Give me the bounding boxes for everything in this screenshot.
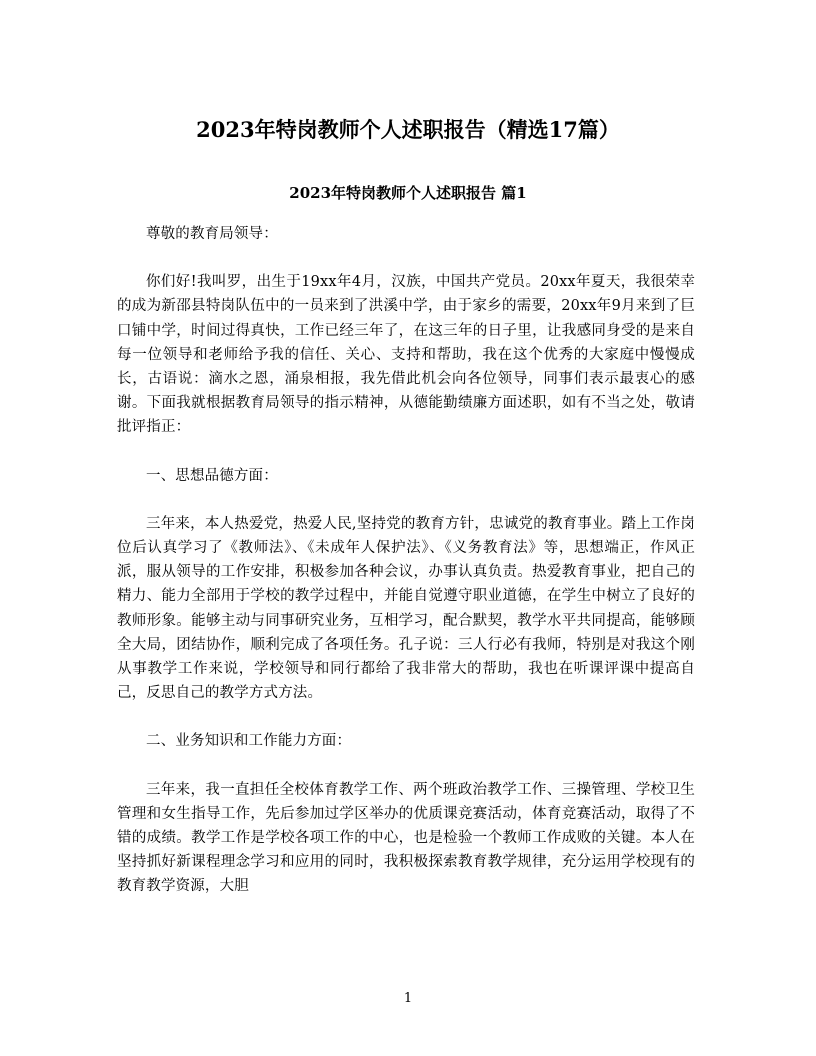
salutation-paragraph: 尊敬的教育局领导： (146, 226, 278, 242)
heading-paragraph: 二、业务知识和工作能力方面： (146, 733, 352, 750)
document-title: 2023年特岗教师个人述职报告（精选17篇） (196, 117, 620, 142)
body-paragraph: 三年来，我一直担任全校体育教学工作、两个班政治教学工作、三操管理、学校卫生管理和女生指导工作，先后参加过学区举办的优质课竞赛活动，体育竞赛活动，取得了不错的成绩。教学工作是学校各项工作的中心，也是检验一个教师工作成败的关键。本人在坚持抓好新课程理念学习和应用的同时，我积极探索教育教学规律，充分运用学校现有的教育教学资源，大胆 (117, 781, 695, 895)
section-title: 2023年特岗教师个人述职报告 篇1 (289, 184, 527, 202)
document-body (117, 222, 695, 923)
page-number: 1 (403, 991, 413, 1006)
body-paragraph: 三年来，本人热爱党，热爱人民,坚持党的教育方针，忠诚党的教育事业。踏上工作岗位后认真学习了《教师法》、《未成年人保护法》、《义务教育法》等，思想端正，作风正派，服从领导的工作安排，积极参加各种会议，办事认真负责。热爱教育事业，把自己的精力、能力全部用于学校的教学过程中，并能自觉遵守职业道德，在学生中树立了良好的教师形象。能够主动与同事研究业务，互相学习，配合默契，教学水平共同提高，能够顾全大局，团结协作，顺利完成了各项任务。孔子说：三人行必有我师，特别是对我这个刚从事教学工作来说，学校领导和同行都给了我非常大的帮助，我也在听课评课中提高自己，反思自己的教学方式方法。 (117, 515, 695, 702)
introduction-paragraph: 你们好!我叫罗，出生于19xx年4月，汉族，中国共产党员。20xx年夏天，我很荣幸的成为新邵县特岗队伍中的一员来到了洪溪中学，由于家乡的需要，20xx年9月来到了巨口铺中学，时间过得真快，工作已经三年了，在这三年的日子里，让我感同身受的是来自每一位领导和老师给予我的信任、关心、支持和帮助，我在这个优秀的大家庭中慢慢成长，古语说：滴水之恩，涌泉相报，我先借此机会向各位领导，同事们表示最衷心的感谢。下面我就根据教育局领导的指示精神，从德能勤绩廉方面述职，如有不当之处，敬请批评指正： (117, 274, 695, 436)
heading-paragraph: 一、思想品德方面： (146, 467, 278, 484)
